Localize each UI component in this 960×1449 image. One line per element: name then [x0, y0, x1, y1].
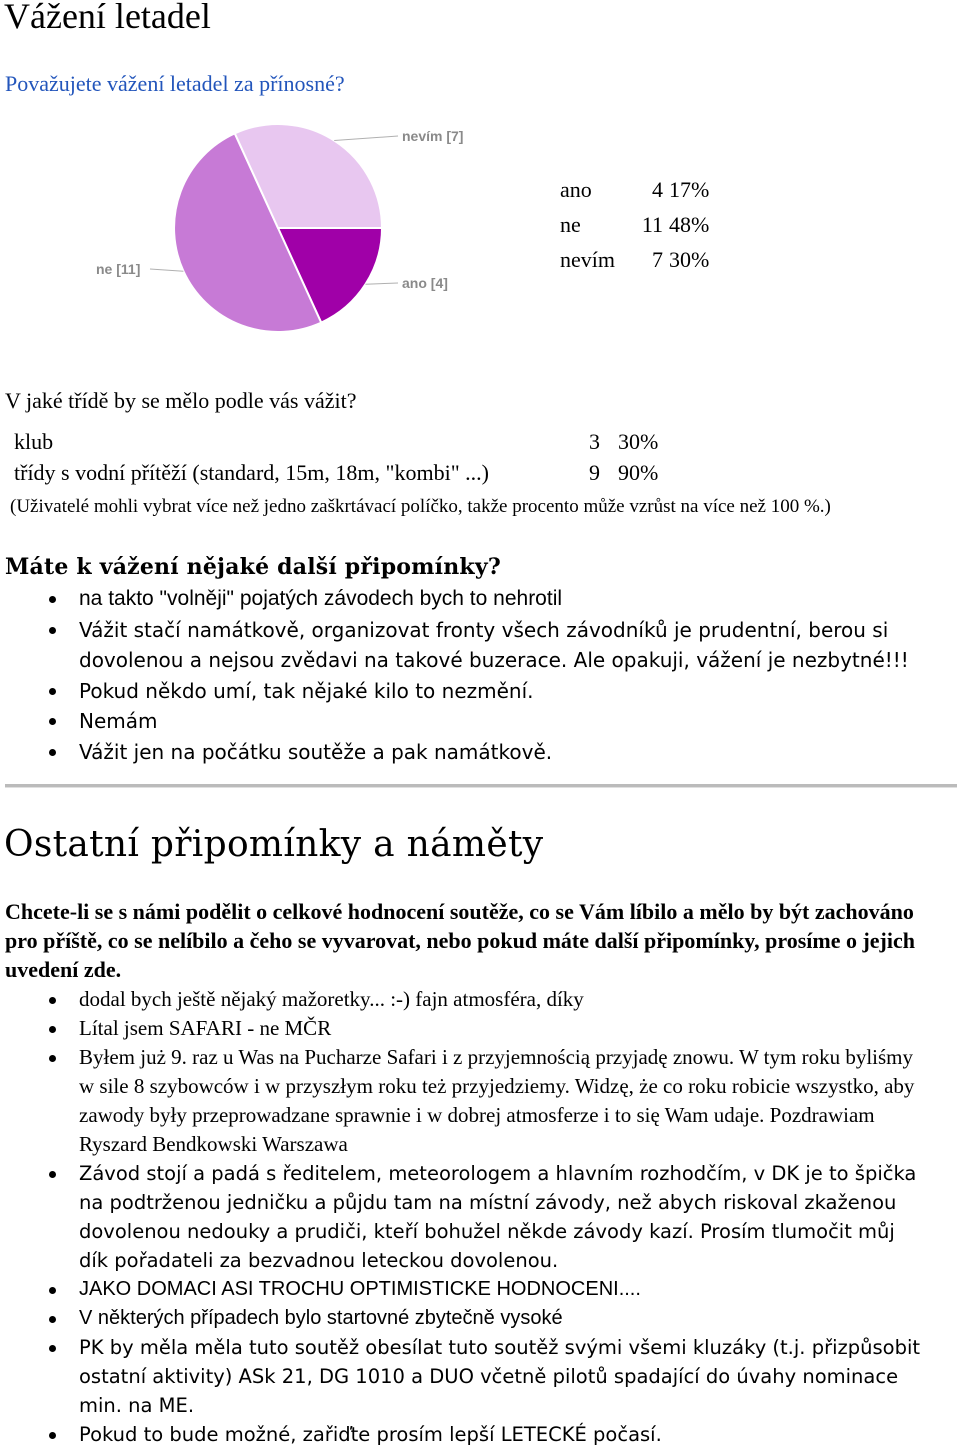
section-divider: [5, 784, 957, 788]
list-item: V některých případech bylo startovné zbytečně vysoké: [5, 1304, 925, 1333]
stat-label: třídy s vodní přítěží (standard, 15m, 18m, "kombi" ...): [14, 460, 490, 485]
answers-list-weighing: [5, 584, 945, 767]
stat-count: 7: [652, 247, 663, 272]
stat-percent: 30%: [669, 247, 710, 272]
list-item: Pokud někdo umí, tak nějaké kilo to nezmění.: [5, 676, 945, 707]
stat-percent: 90%: [618, 460, 659, 485]
pie-label-ne: ne [11]: [96, 261, 141, 277]
stat-count: 3: [589, 429, 600, 454]
stat-count: 4: [652, 177, 663, 202]
list-item: Nemám: [5, 706, 945, 737]
question-weighing-comments: Máte k vážení nějaké další připomínky?: [5, 554, 501, 580]
stat-count: 11: [641, 212, 663, 237]
pie-callout-line: [365, 283, 398, 284]
pie-callout-line: [150, 269, 183, 271]
list-item: dodal bych ještě nějaký mažoretky... :-) fajn atmosféra, díky: [5, 985, 925, 1014]
list-item: Závod stojí a padá s ředitelem, meteorologem a hlavním rozhodčím, v DK je to špička na podtrženou jedničku a půjdu tam na místní závody, než abych riskoval zkaženou dovolenou nedouky a prudiči, kteří bohužel někde závody kazí. Prosím tlumočit můj dík pořadateli za bezvadnou leteckou dovolenou.: [5, 1159, 925, 1275]
stats-row: [560, 172, 709, 207]
section-title: Ostatní připomínky a náměty: [4, 824, 544, 865]
stat-label: ne: [560, 212, 581, 237]
section-intro: Chcete-li se s námi podělit o celkové hodnocení soutěže, co se Vám líbilo a mělo by být zachováno pro příště, co se nelíbilo a čeho se vyvarovat, nebo pokud máte další připomínky, prosíme o jejich uvedení zde.: [5, 899, 915, 982]
list-item: na takto "volněji" pojatých závodech bych to nehrotil: [5, 584, 945, 615]
page-title: Vážení letadel: [4, 0, 211, 36]
stat-percent: 17%: [669, 177, 710, 202]
list-item: Lítal jsem SAFARI - ne MČR: [5, 1014, 925, 1043]
pie-label-nevím: nevím [7]: [402, 128, 464, 144]
list-item: Byłem już 9. raz u Was na Pucharze Safari i z przyjemnością przyjadę znowu. W tym roku byliśmy w sile 8 szybowców i w przyszłym roku też przyjedziemy. Widzę, że co roku robicie wszystko, aby zawody były przeprowadzane sprawnie i w dobrej atmosferze i to się Wam udaje. Pozdrawiam Ryszard Bendkowski Warszawa: [5, 1043, 925, 1159]
multi-choice-note: (Uživatelé mohli vybrat více než jedno zaškrtávací políčko, takže procento může vzrůst na více než 100 %.): [10, 496, 831, 517]
stats-table-q1: [560, 172, 709, 277]
stat-count: 9: [589, 460, 600, 485]
answers-list-other: [5, 985, 925, 1449]
question-weighing-useful: Považujete vážení letadel za přínosné?: [5, 71, 345, 96]
stat-label: klub: [14, 429, 54, 454]
pie-chart: [0, 110, 520, 350]
stat-label: ano: [560, 177, 592, 202]
list-item: Pokud to bude možné, zařiďte prosím lepší LETECKÉ počasí.: [5, 1420, 925, 1449]
stats-row: [560, 242, 709, 277]
stats-row: [560, 207, 709, 242]
list-item: Vážit jen na počátku soutěže a pak namátkově.: [5, 737, 945, 768]
pie-label-ano: ano [4]: [402, 275, 448, 291]
list-item: JAKO DOMACI ASI TROCHU OPTIMISTICKE HODNOCENI....: [5, 1275, 925, 1304]
list-item: Vážit stačí namátkově, organizovat fronty všech závodníků je prudentní, berou si dovolenou a nejsou zvědavi na takové buzerace. Ale opakuji, vážení je nezbytné!!!: [5, 615, 945, 676]
question-weighing-class: V jaké třídě by se mělo podle vás vážit?: [5, 388, 357, 413]
stat-percent: 30%: [618, 429, 659, 454]
stat-percent: 48%: [669, 212, 710, 237]
pie-callout-line: [334, 136, 398, 141]
stat-label: nevím: [560, 247, 615, 272]
list-item: PK by měla měla tuto soutěž obesílat tuto soutěž svými všemi kluzáky (t.j. přizpůsobit ostatní aktivity) ASk 21, DG 1010 a DUO včetně pilotů spadající do úvahy nominace min. na ME.: [5, 1333, 925, 1420]
